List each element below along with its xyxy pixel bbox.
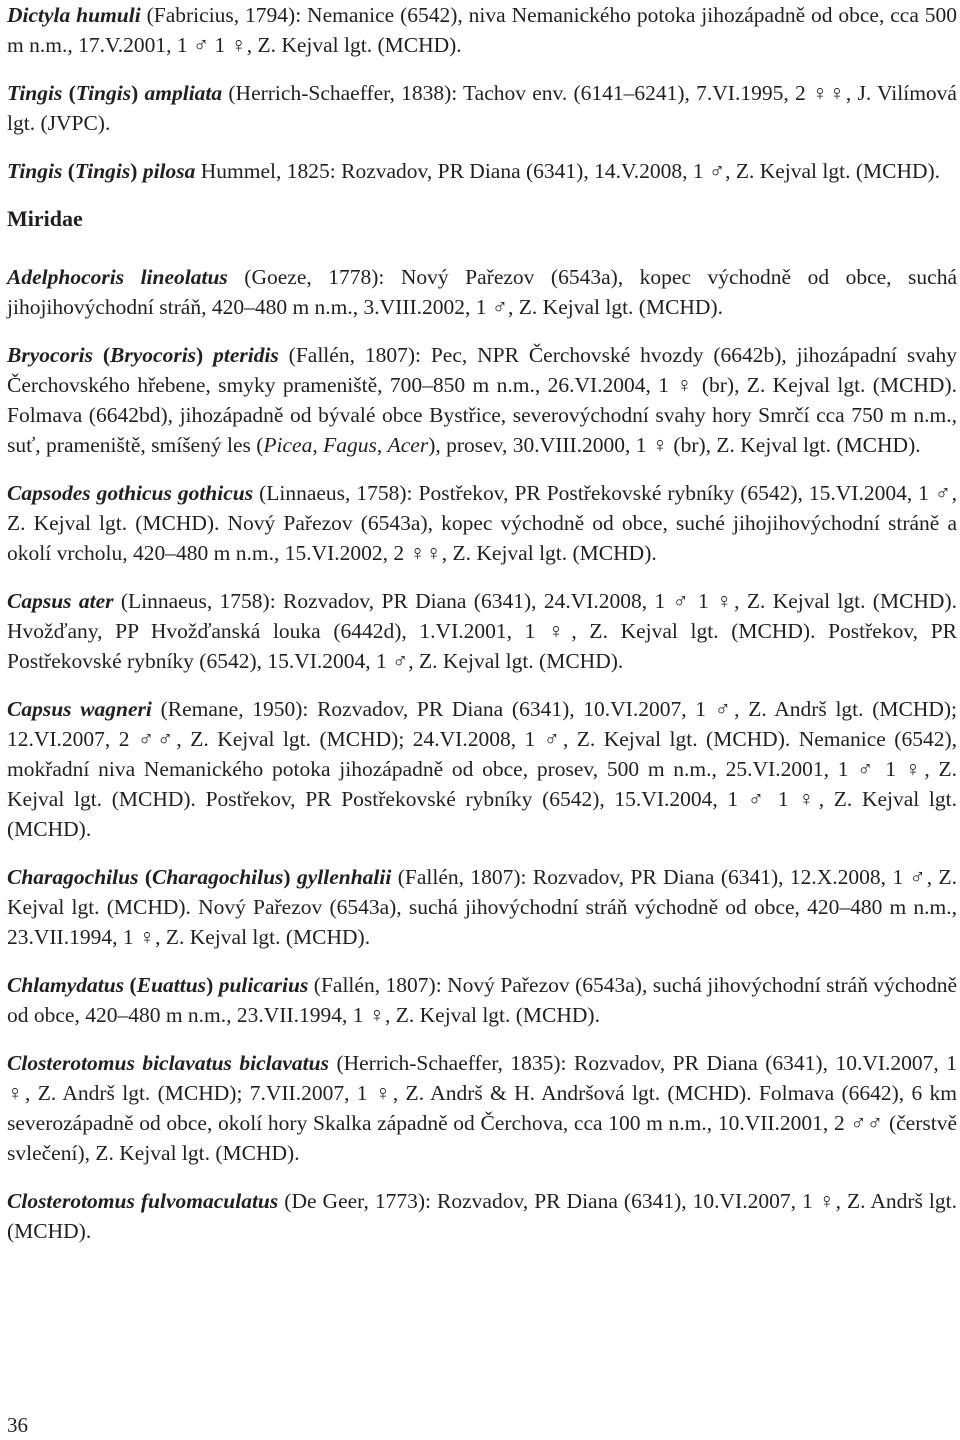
plant-name: Fagus xyxy=(323,433,377,457)
entry-text: (Fallén, 1807): Nový Pařezov (6543a), suchá jihovýchodní stráň východně od obce, 420–480 m n.m., 23.VII.1994, 1 ♀, Z. Kejval lgt. (MCHD). xyxy=(7,973,957,1027)
entry-text: (Linnaeus, 1758): Postřekov, PR Postřekovské rybníky (6542), 15.VI.2004, 1 ♂, Z. Kejval lgt. (MCHD). Nový Pařezov (6543a), kopec východně od obce, suché jihojihovýchodní stráně a okolí vrcholu, 420–480 m n.m., 15.VI.2002, 2 ♀♀, Z. Kejval lgt. (MCHD). xyxy=(7,481,957,565)
subgenus-close: ) xyxy=(283,865,297,889)
entry-capsodes-gothicus xyxy=(7,478,957,568)
entry-text: (Fallén, 1807): Pec, NPR Čerchovské hvozdy (6642b), jihozápadní svahy Čerchovského hřebene, smyky prameniště, 700–850 m n.m., 26.VI.2004, 1 ♀ (br), Z. Kejval lgt. (MCHD). Folmava (6642bd), jihozápadně od bývalé obce Bystřice, severovýchodní svahy hory Smrčí cca 750 m n.m., suť, prameniště, smíšený les ( xyxy=(7,343,957,457)
subgenus-open: ( xyxy=(93,343,111,367)
species-epithet: pteridis xyxy=(213,343,279,367)
entry-text: (Remane, 1950): Rozvadov, PR Diana (6341), 10.VI.2007, 1 ♂, Z. Andrš lgt. (MCHD); 12.VI.2007, 2 ♂♂, Z. Kejval lgt. (MCHD); 24.VI.2008, 1 ♂, Z. Kejval lgt. (MCHD). Nemanice (6542), mokřadní niva Nemanického potoka jihozápadně od obce, prosev, 500 m n.m., 25.VI.2001, 1 ♂ 1 ♀, Z. Kejval lgt. (MCHD). Postřekov, PR Postřekovské rybníky (6542), 15.VI.2004, 1 ♂ 1 ♀, Z. Kejval lgt. (MCHD). xyxy=(7,697,958,841)
entry-tingis-ampliata xyxy=(7,78,957,138)
subgenus-close: ) xyxy=(196,343,214,367)
entry-adelphocoris-lineolatus xyxy=(7,262,957,322)
document-page xyxy=(7,0,957,1264)
species-epithet: gyllenhalii xyxy=(296,865,392,889)
plant-name: Picea xyxy=(263,433,313,457)
species-epithet: ampliata xyxy=(144,81,223,105)
species-name: Capsodes gothicus gothicus xyxy=(7,481,254,505)
entry-closterotomus-biclavatus xyxy=(7,1048,957,1168)
subgenus-close: ) xyxy=(206,973,219,997)
entry-chlamydatus-pulicarius xyxy=(7,970,957,1030)
subgenus-name: Bryocoris xyxy=(110,343,197,367)
species-name: Adelphocoris lineolatus xyxy=(7,265,228,289)
entry-tingis-pilosa xyxy=(7,156,957,186)
species-name: Capsus wagneri xyxy=(7,697,152,721)
subgenus-close: ) xyxy=(130,159,143,183)
entry-text: (Herrich-Schaeffer, 1835): Rozvadov, PR Diana (6341), 10.VI.2007, 1 ♀, Z. Andrš lgt. (MCHD); 7.VII.2007, 1 ♀, Z. Andrš & H. Andršová lgt. (MCHD). Folmava (6642), 6 km severozápadně od obce, okolí hory Skalka západně od Čerchova, cca 100 m n.m., 10.VII.2001, 2 ♂♂ (čerstvě svlečení), Z. Kejval lgt. (MCHD). xyxy=(7,1051,957,1165)
subgenus-open: ( xyxy=(124,973,137,997)
separator: , xyxy=(376,433,388,457)
family-heading: Miridae xyxy=(7,206,83,231)
page-number: 36 xyxy=(7,1413,28,1437)
subgenus-close: ) xyxy=(131,81,145,105)
entry-charagochilus-gyllenhalii xyxy=(7,862,957,952)
subgenus-name: Tingis xyxy=(74,159,131,183)
genus-name: Chlamydatus xyxy=(7,973,125,997)
genus-name: Tingis xyxy=(7,159,63,183)
entry-closterotomus-fulvomaculatus xyxy=(7,1186,957,1246)
genus-name: Tingis xyxy=(7,81,63,105)
entry-text: (Linnaeus, 1758): Rozvadov, PR Diana (6341), 24.VI.2008, 1 ♂ 1 ♀, Z. Kejval lgt. (MCHD). Hvožďany, PP Hvožďanská louka (6442d), 1.VI.2001, 1 ♀, Z. Kejval lgt. (MCHD). Postřekov, PR Postřekovské rybníky (6542), 15.VI.2004, 1 ♂, Z. Kejval lgt. (MCHD). xyxy=(7,589,957,673)
entry-capsus-wagneri xyxy=(7,694,957,844)
entry-text: Hummel, 1825: Rozvadov, PR Diana (6341), 14.V.2008, 1 ♂, Z. Kejval lgt. (MCHD). xyxy=(195,159,941,183)
subgenus-name: Tingis xyxy=(75,81,132,105)
entry-text: ), prosev, 30.VIII.2000, 1 ♀ (br), Z. Kejval lgt. (MCHD). xyxy=(428,433,921,457)
genus-name: Charagochilus xyxy=(7,865,139,889)
species-epithet: pulicarius xyxy=(218,973,309,997)
entry-text: (Goeze, 1778): Nový Pařezov (6543a), kopec východně od obce, suchá jihojihovýchodní stráň, 420–480 m n.m., 3.VIII.2002, 1 ♂, Z. Kejval lgt. (MCHD). xyxy=(7,265,957,319)
subgenus-name: Charagochilus xyxy=(151,865,284,889)
genus-name: Bryocoris xyxy=(7,343,93,367)
species-epithet: pilosa xyxy=(142,159,196,183)
subgenus-open: ( xyxy=(62,159,75,183)
entry-dictyla-humuli xyxy=(7,0,957,60)
subgenus-open: ( xyxy=(138,865,152,889)
subgenus-open: ( xyxy=(62,81,76,105)
entry-text: (Fallén, 1807): Rozvadov, PR Diana (6341), 12.X.2008, 1 ♂, Z. Kejval lgt. (MCHD). Nový Pařezov (6543a), suchá jihovýchodní stráň východně od obce, 420–480 m n.m., 23.VII.1994, 1 ♀, Z. Kejval lgt. (MCHD). xyxy=(7,865,957,949)
entry-text: (Fabricius, 1794): Nemanice (6542), niva Nemanického potoka jihozápadně od obce, cca 500 m n.m., 17.V.2001, 1 ♂ 1 ♀, Z. Kejval lgt. (MCHD). xyxy=(7,3,958,57)
species-name: Closterotomus fulvomaculatus xyxy=(7,1189,279,1213)
plant-name: Acer xyxy=(387,433,429,457)
entry-bryocoris-pteridis xyxy=(7,340,957,460)
entry-text: (Herrich-Schaeffer, 1838): Tachov env. (6141–6241), 7.VI.1995, 2 ♀♀, J. Vilímová lgt. (JVPC). xyxy=(7,81,957,135)
entry-text: (De Geer, 1773): Rozvadov, PR Diana (6341), 10.VI.2007, 1 ♀, Z. Andrš lgt. (MCHD). xyxy=(7,1189,957,1243)
separator: , xyxy=(312,433,324,457)
species-name: Dictyla humuli xyxy=(7,3,141,27)
species-name: Capsus ater xyxy=(7,589,114,613)
species-name: Closterotomus biclavatus biclavatus xyxy=(7,1051,329,1075)
entry-capsus-ater xyxy=(7,586,957,676)
subgenus-name: Euattus xyxy=(136,973,207,997)
